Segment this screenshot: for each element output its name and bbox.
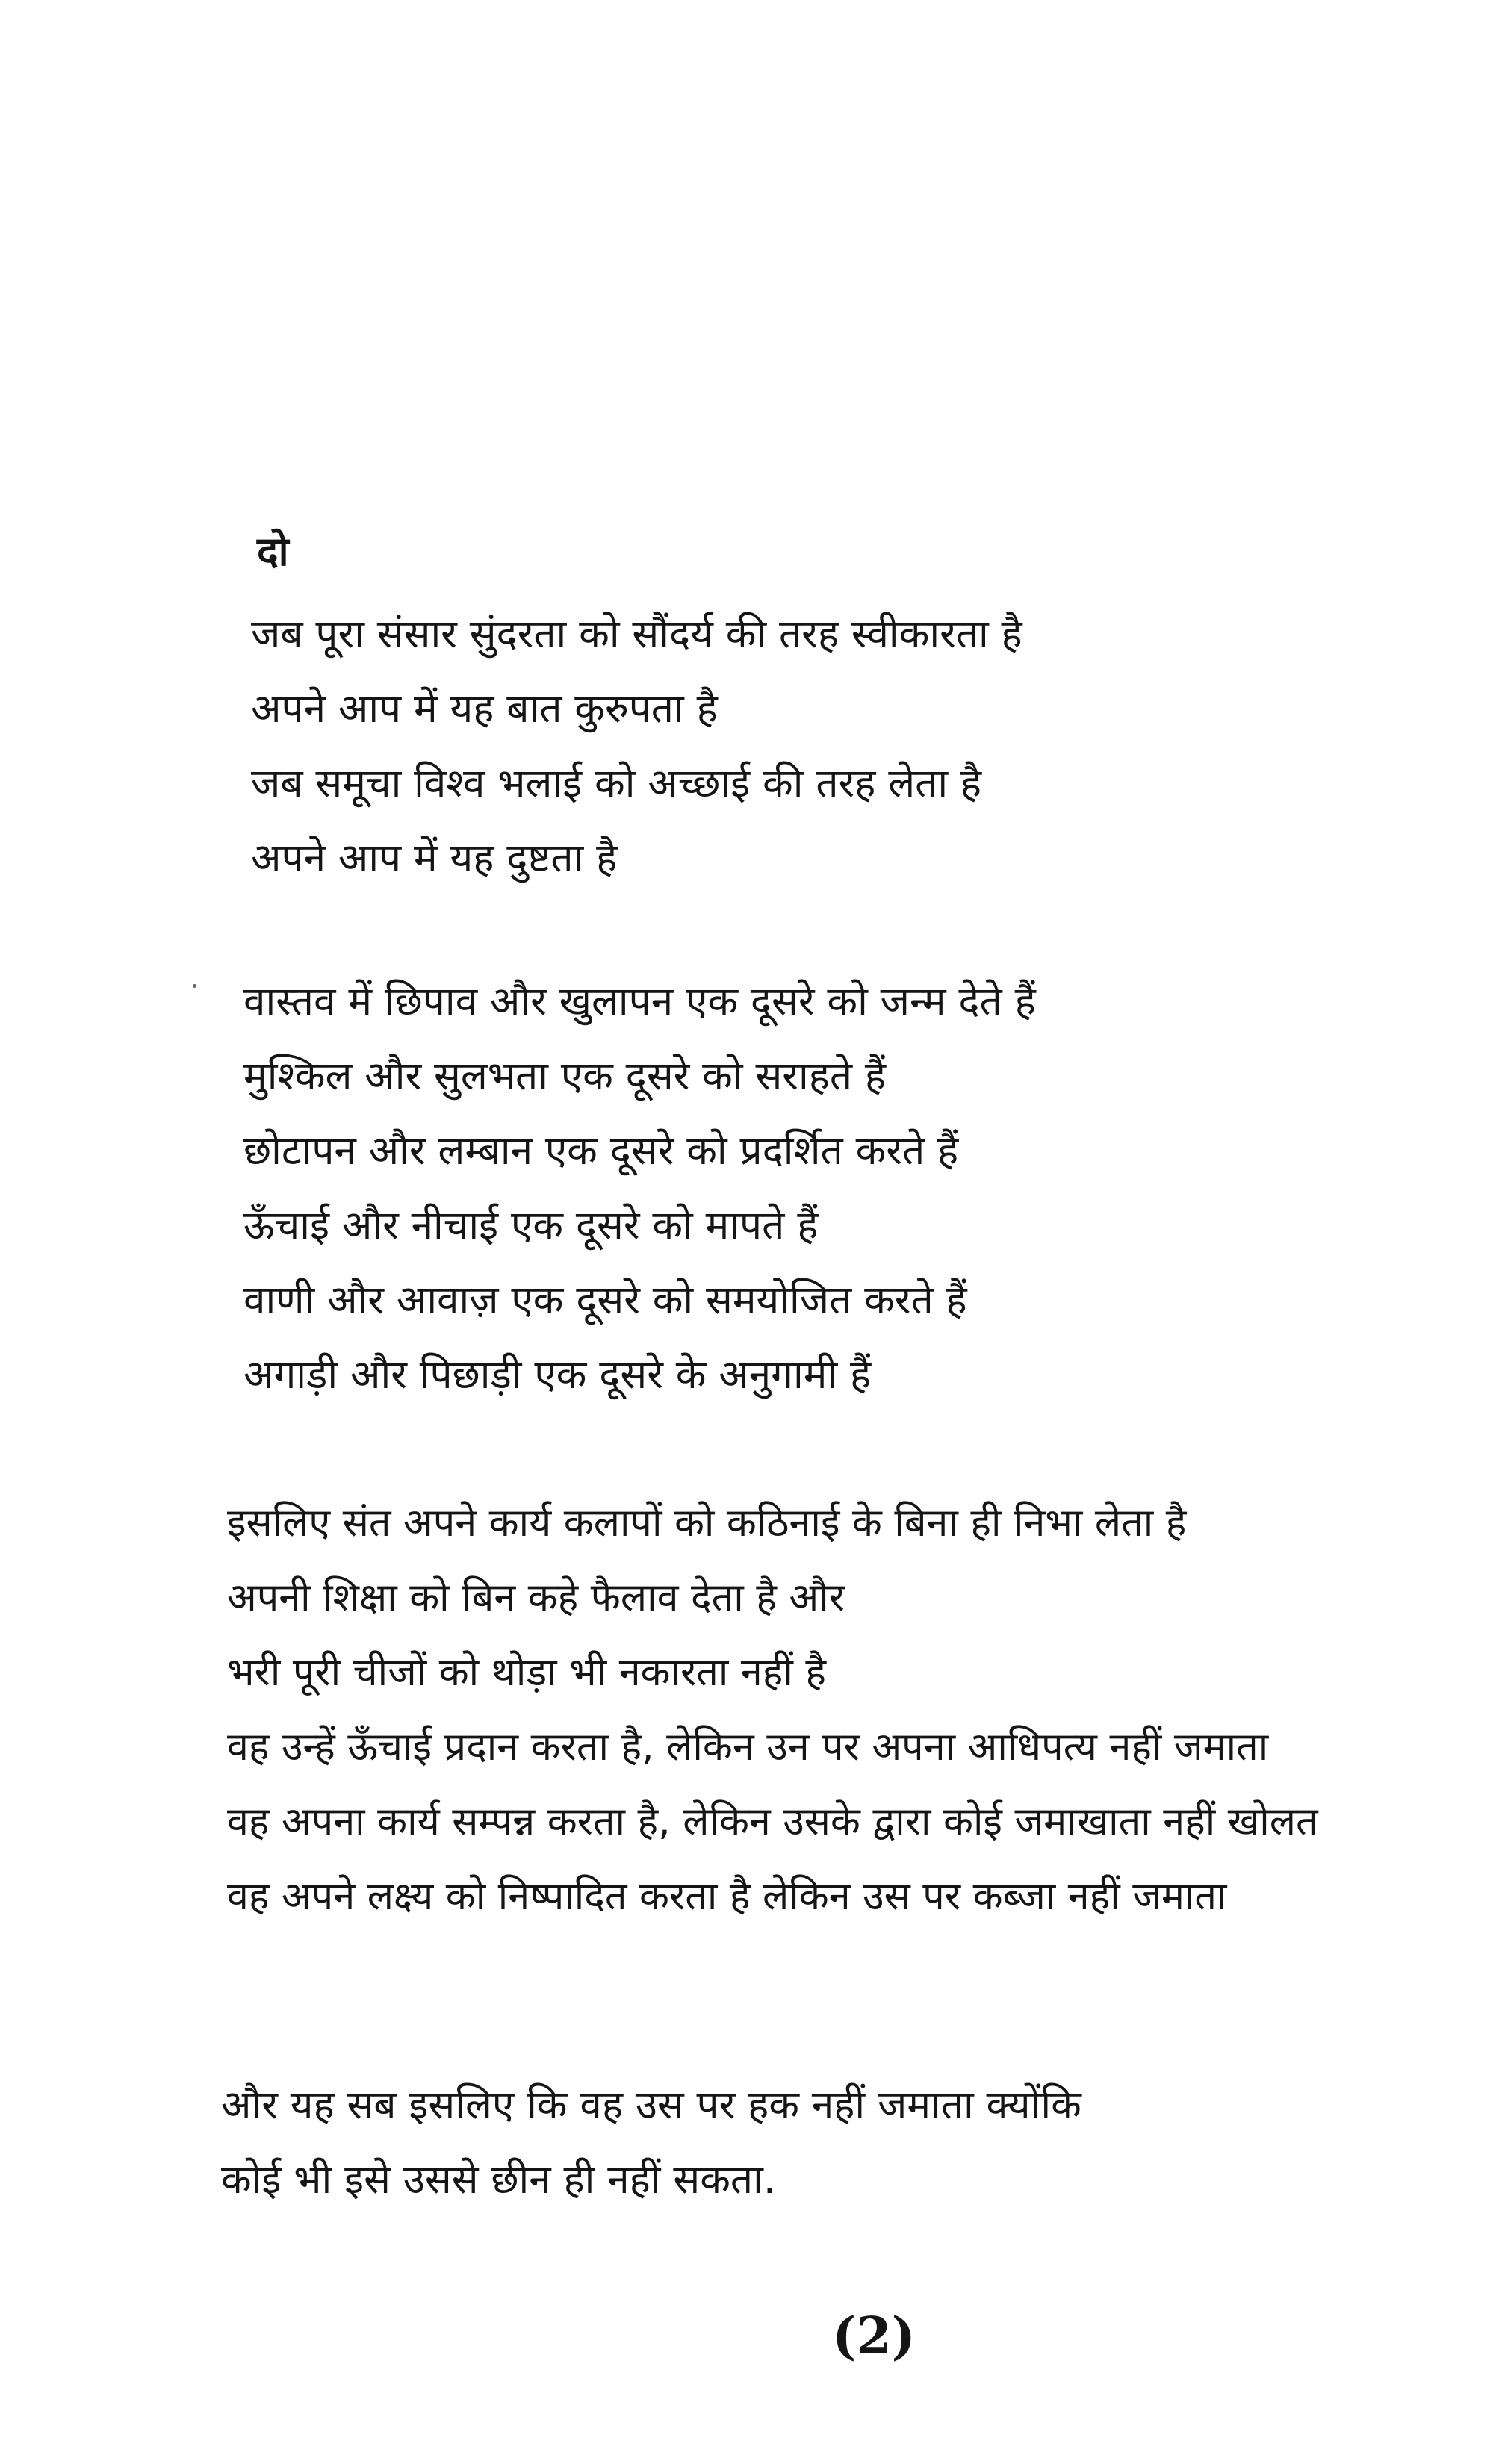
poem-line: कोई भी इसे उससे छीन ही नहीं सकता. [221,2157,776,2203]
poem-line: ऊँचाई और नीचाई एक दूसरे को मापते हैं [243,1203,819,1248]
poem-line: अपने आप में यह दुष्टता है [251,836,618,881]
poem-line: वास्तव में छिपाव और खुलापन एक दूसरे को जन्म देते हैं [243,979,1036,1024]
stanza-1 [251,597,1022,896]
poem-title: दो [257,528,289,575]
poem-line: अपने आप में यह बात कुरुपता है [251,686,718,732]
poem-line: वाणी और आवाज़ एक दूसरे को समयोजित करते हैं [243,1278,967,1323]
poem-line: जब पूरा संसार सुंदरता को सौंदर्य की तरह स्वीकारता है [251,612,1022,657]
poem-line: अगाड़ी और पिछाड़ी एक दूसरे के अनुगामी हैं [243,1352,872,1398]
poem-line: और यह सब इसलिए कि वह उस पर हक नहीं जमाता क्योंकि [221,2082,1081,2128]
poem-line: वह अपने लक्ष्य को निष्पादित करता है लेकिन उस पर कब्जा नहीं जमाता [227,1874,1227,1919]
stanza-3 [227,1486,1318,1934]
stanza-2 [243,965,1036,1413]
print-speck [193,984,196,988]
poem-line: इसलिए संत अपने कार्य कलापों को कठिनाई के बिना ही निभा लेता है [227,1501,1187,1546]
poem-line: भरी पूरी चीजों को थोड़ा भी नकारता नहीं है [227,1650,826,1695]
poem-line: जब समूचा विश्व भलाई को अच्छाई की तरह लेता है [251,761,982,806]
poem-line: छोटापन और लम्बान एक दूसरे को प्रदर्शित करते हैं [243,1128,959,1174]
poem-line: वह उन्हें ऊँचाई प्रदान करता है, लेकिन उन पर अपना आधिपत्य नहीं जमाता [227,1725,1269,1770]
poem-line: वह अपना कार्य सम्पन्न करता है, लेकिन उसके द्वारा कोई जमाखाता नहीं खोलत [227,1799,1318,1844]
poem-line: मुश्किल और सुलभता एक दूसरे को सराहते हैं [243,1054,887,1099]
stanza-4 [221,2068,1081,2218]
poem-line: अपनी शिक्षा को बिन कहे फैलाव देता है और [227,1575,845,1620]
page-number: (2) [832,2306,916,2366]
